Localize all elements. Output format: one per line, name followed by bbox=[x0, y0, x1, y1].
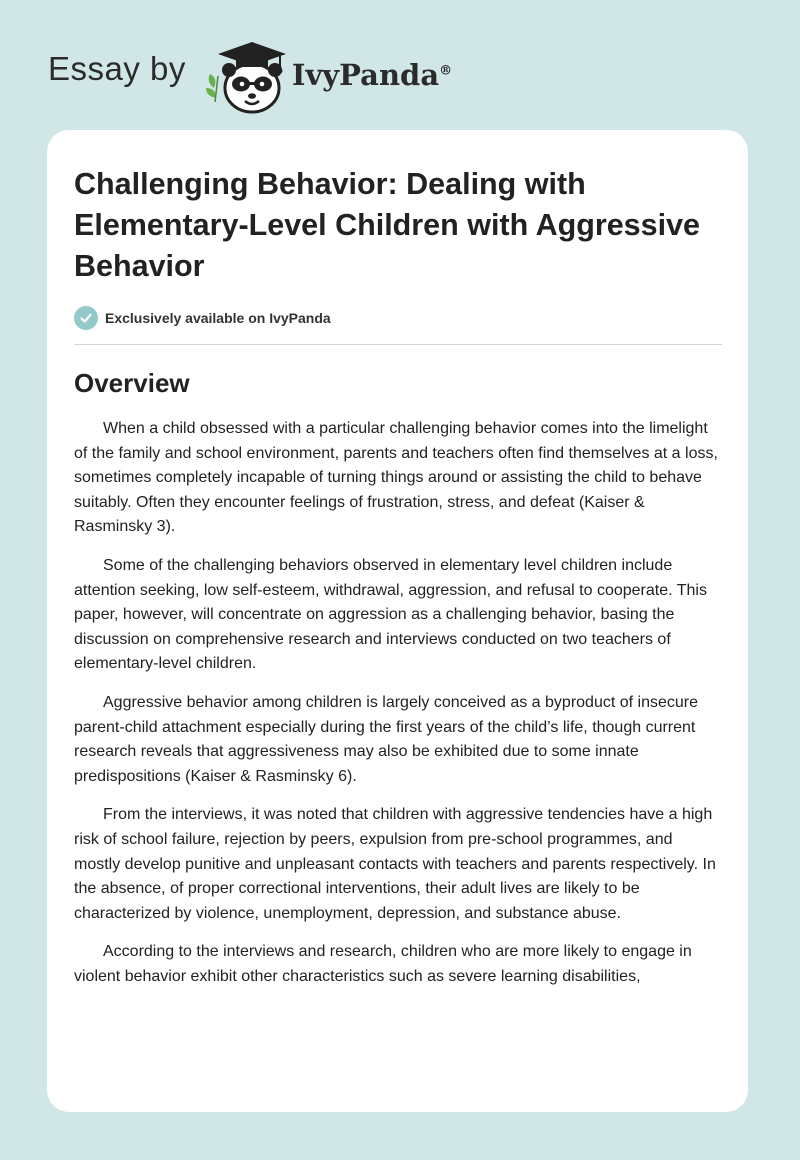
exclusive-label: Exclusively available on IvyPanda bbox=[105, 310, 331, 326]
essay-card bbox=[47, 130, 748, 1112]
paragraph: Some of the challenging behaviors observed in elementary level children include attention seeking, low self-esteem, withdrawal, aggression, and refusal to cooperate. This paper, however, will concentrate on aggression as a challenging behavior, basing the discussion on comprehensive research and interviews conducted on two teachers of elementary-level children. bbox=[74, 556, 707, 673]
paragraph: According to the interviews and research, children who are more likely to engage in violent behavior exhibit other characteristics such as severe learning disabilities, bbox=[74, 943, 692, 985]
registered-mark: ® bbox=[439, 63, 453, 79]
site-header bbox=[48, 36, 452, 116]
paragraph: When a child obsessed with a particular challenging behavior comes into the limelight of the family and school environment, parents and teachers often find themselves at a loss, sometimes completely incapable of turning things around or assisting the child to behave suitably. Often they encounter feelings of frustration, stress, and defeat (Kaiser & Rasminsky 3). bbox=[74, 420, 718, 536]
section-heading: Overview bbox=[74, 368, 190, 398]
divider bbox=[74, 344, 722, 345]
check-icon bbox=[74, 306, 98, 330]
page-title: Challenging Behavior: Dealing with Elementary-Level Children with Aggressive Behavior bbox=[74, 167, 701, 283]
essay-by-label: Essay by bbox=[48, 50, 186, 87]
panda-logo-icon[interactable] bbox=[200, 36, 290, 116]
paragraph: From the interviews, it was noted that children with aggressive tendencies have a high risk of school failure, rejection by peers, expulsion from pre-school programmes, and mostly develop punitive and unpleasant contacts with teachers and parents respectively. In the absence, of proper correctional interventions, their adult lives are likely to be characterized by violence, unemployment, depression, and substance abuse. bbox=[74, 806, 716, 922]
exclusive-badge bbox=[74, 305, 722, 331]
paragraph: Aggressive behavior among children is largely conceived as a byproduct of insecure parent-child attachment especially during the first years of the child’s life, though current research reveals that aggressiveness may also be exhibited due to some innate predispositions (Kaiser & Rasminsky 6). bbox=[74, 693, 698, 785]
essay-body bbox=[74, 417, 722, 989]
brand-name[interactable]: IvyPanda® bbox=[291, 58, 453, 92]
